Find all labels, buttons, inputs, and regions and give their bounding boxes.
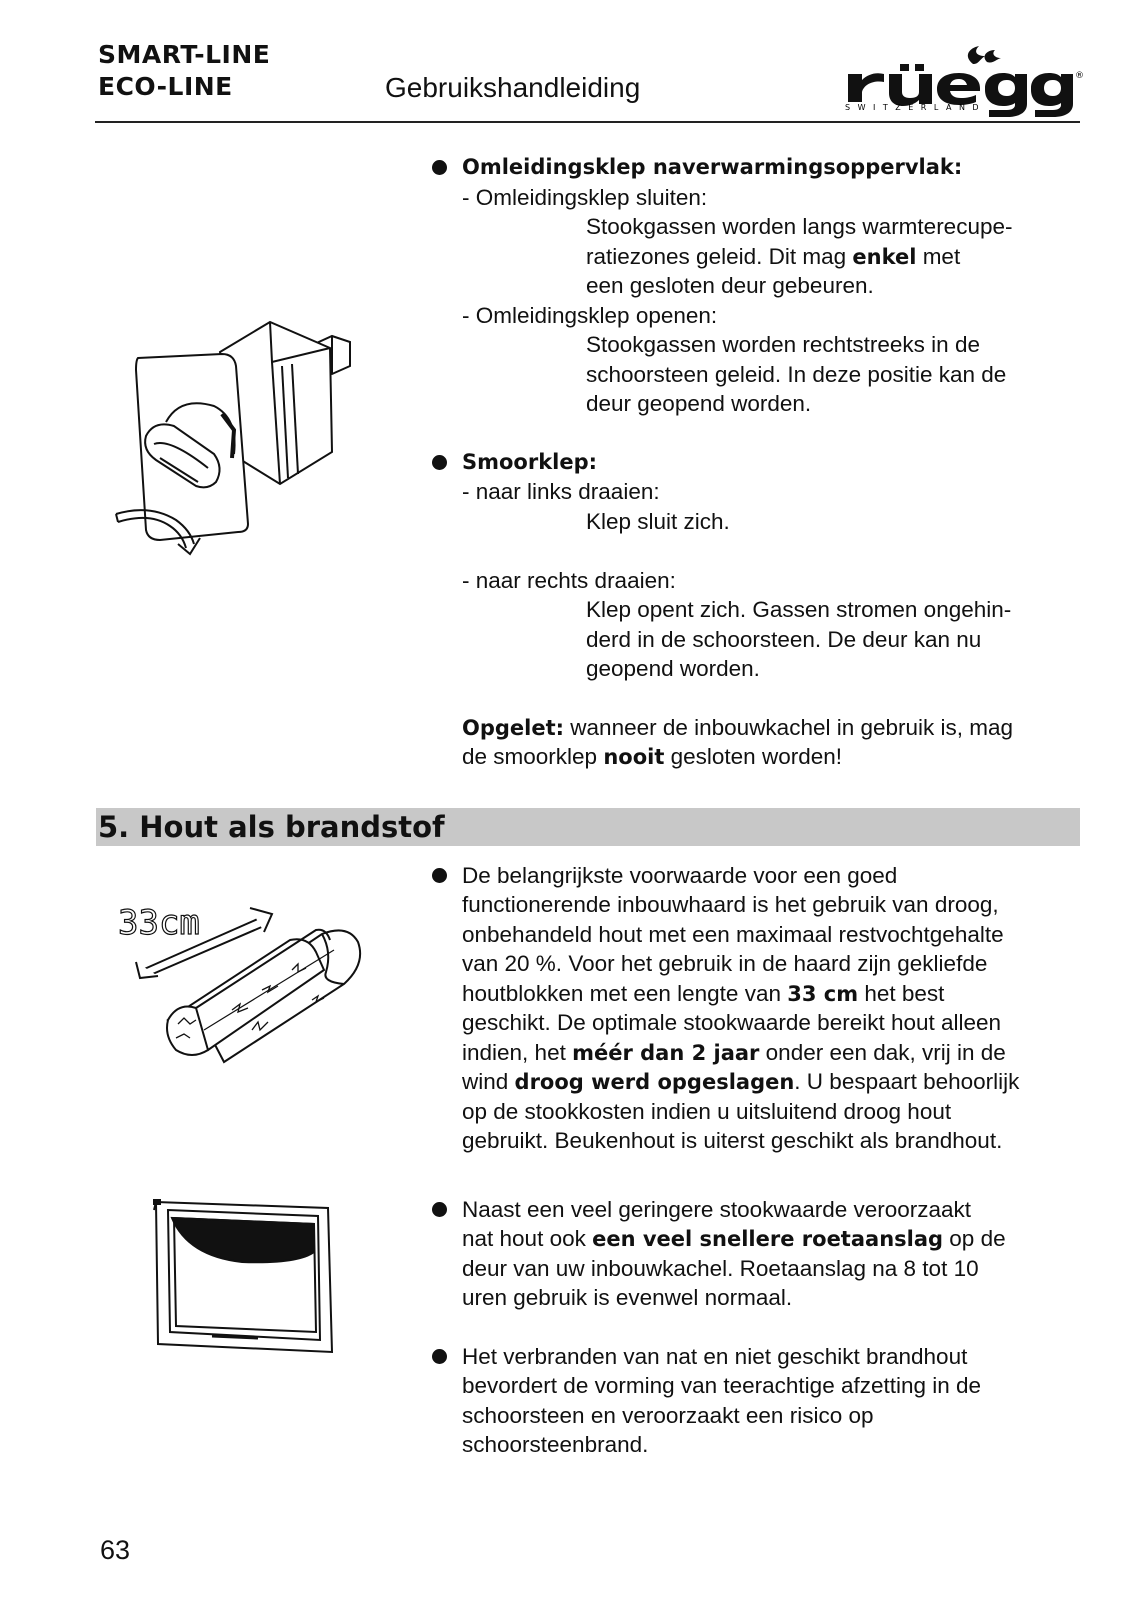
- firewood-illustration: [112, 900, 382, 1090]
- dry-wood-line-3: onbehandeld hout met een maximaal restvochtgehalte: [462, 922, 1004, 947]
- bypass-close-label: - Omleidingsklep sluiten:: [462, 185, 708, 210]
- chimney-line-3: schoorsteen en veroorzaakt een risico op: [462, 1403, 874, 1428]
- bypass-close-text-3: een gesloten deur gebeuren.: [586, 273, 874, 298]
- bypass-open-text-1: Stookgassen worden rechtstreeks in de: [586, 332, 980, 357]
- bypass-close-text-1: Stookgassen worden langs warmterecupe-: [586, 214, 1013, 239]
- model-name-eco-line: ECO-LINE: [98, 72, 233, 101]
- damper-warning-2: de smoorklep nooit gesloten worden!: [462, 744, 842, 769]
- section-title: 5. Hout als brandstof: [98, 810, 445, 844]
- damper-right-label: - naar rechts draaien:: [462, 568, 676, 593]
- damper-heading: Smoorklep:: [462, 450, 598, 474]
- damper-warning-1: Opgelet: wanneer de inbouwkachel in gebruik is, mag: [462, 715, 1014, 740]
- stove-door-illustration: [148, 1196, 338, 1356]
- soot-line-3: deur van uw inbouwkachel. Roetaanslag na 8 tot 10: [462, 1256, 979, 1281]
- dry-wood-line-5: houtblokken met een lengte van 33 cm het best: [462, 981, 945, 1006]
- soot-line-2: nat hout ook een veel snellere roetaanslag op de: [462, 1226, 1006, 1251]
- document-subtitle: Gebruikshandleiding: [385, 72, 641, 103]
- dry-wood-line-8: wind droog werd opgeslagen. U bespaart behoorlijk: [462, 1069, 1020, 1094]
- chimney-line-4: schoorsteenbrand.: [462, 1432, 649, 1457]
- registered-mark: ®: [1075, 71, 1084, 81]
- bypass-open-text-2: schoorsteen geleid. In deze positie kan de: [586, 362, 1007, 387]
- bullet-soot: [432, 1202, 447, 1217]
- page-number: 63: [100, 1535, 131, 1565]
- dry-wood-line-1: De belangrijkste voorwaarde voor een goed: [462, 863, 898, 888]
- bullet-dry-wood: [432, 868, 447, 883]
- chimney-line-2: bevordert de vorming van teerachtige afzetting in de: [462, 1373, 982, 1398]
- brand-logo: [845, 44, 1084, 114]
- damper-left-text: Klep sluit zich.: [586, 509, 730, 534]
- damper-right-text-3: geopend worden.: [586, 656, 760, 681]
- damper-right-text-2: derd in de schoorsteen. De deur kan nu: [586, 627, 982, 652]
- soot-line-4: uren gebruik is evenwel normaal.: [462, 1285, 793, 1310]
- logo-tagline: SWITZERLAND: [845, 103, 987, 112]
- bypass-open-text-3: deur geopend worden.: [586, 391, 812, 416]
- dry-wood-line-4: van 20 %. Voor het gebruik in de haard zijn gekliefde: [462, 951, 988, 976]
- damper-left-label: - naar links draaien:: [462, 479, 660, 504]
- dry-wood-line-9: op de stookkosten indien u uitsluitend droog hout: [462, 1099, 952, 1124]
- dry-wood-line-7: indien, het méér dan 2 jaar onder een dak, vrij in de: [462, 1040, 1006, 1065]
- bullet-bypass: [432, 160, 447, 175]
- dry-wood-line-2: functionerende inbouwhaard is het gebruik van droog,: [462, 892, 999, 917]
- bullet-chimney-fire: [432, 1349, 447, 1364]
- model-name-smart-line: SMART-LINE: [98, 40, 271, 69]
- damper-right-text-1: Klep opent zich. Gassen stromen ongehin-: [586, 597, 1012, 622]
- bypass-open-label: - Omleidingsklep openen:: [462, 303, 718, 328]
- damper-knob-illustration: [110, 318, 360, 558]
- dry-wood-line-10: gebruikt. Beukenhout is uiterst geschikt als brandhout.: [462, 1128, 1003, 1153]
- soot-line-1: Naast een veel geringere stookwaarde veroorzaakt: [462, 1197, 972, 1222]
- header-rule: [95, 121, 1080, 123]
- bypass-close-text-2: ratiezones geleid. Dit mag enkel met: [586, 244, 961, 269]
- bullet-damper: [432, 455, 447, 470]
- length-label: 33cm: [118, 903, 200, 943]
- bypass-heading: Omleidingsklep naverwarmingsoppervlak:: [462, 155, 963, 179]
- chimney-line-1: Het verbranden van nat en niet geschikt brandhout: [462, 1344, 968, 1369]
- dry-wood-line-6: geschikt. De optimale stookwaarde bereikt hout alleen: [462, 1010, 1002, 1035]
